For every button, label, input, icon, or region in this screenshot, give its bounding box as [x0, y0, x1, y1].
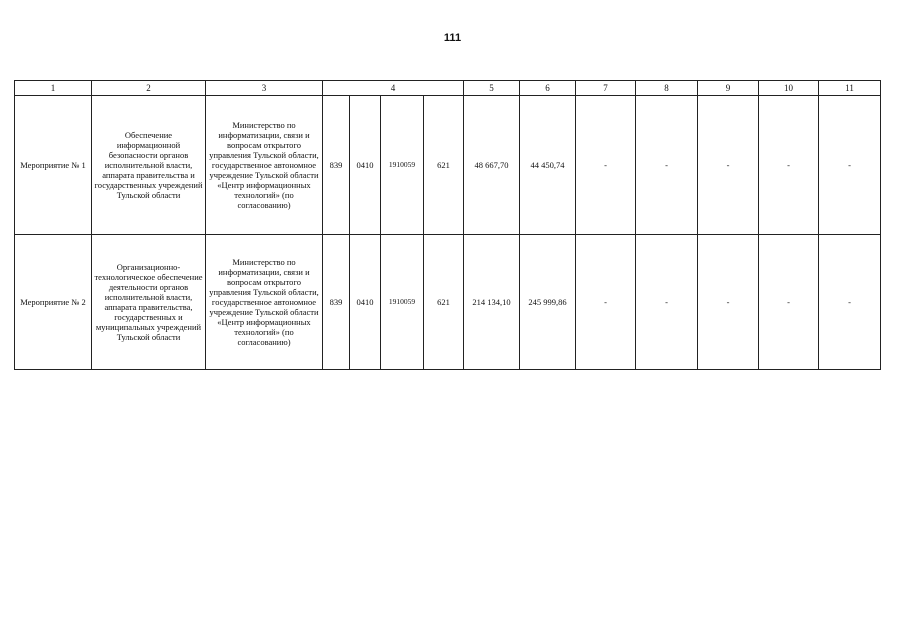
header-cell: 9: [698, 81, 759, 96]
table-row: [15, 235, 881, 370]
header-cell: 6: [520, 81, 576, 96]
header-cell: 3: [206, 81, 323, 96]
header-row: [15, 81, 881, 96]
header-cell: 11: [819, 81, 881, 96]
value-col8: -: [636, 96, 698, 235]
header-cell: 4: [323, 81, 464, 96]
measure-description: Обеспечение информационной безопасности органов исполнительной власти, аппарата правительства и государственных учреждений Тульской области: [92, 96, 206, 235]
value-col6: 245 999,86: [520, 235, 576, 370]
code-grbs: 839: [323, 235, 350, 370]
code-target-article: 1910059: [381, 235, 424, 370]
value-col10: -: [759, 235, 819, 370]
code-target-article: 1910059: [381, 96, 424, 235]
code-expense-type: 621: [424, 235, 464, 370]
value-col9: -: [698, 235, 759, 370]
code-grbs: 839: [323, 96, 350, 235]
executor: Министерство по информатизации, связи и вопросам открытого управления Тульской области, государственное автономное учреждение Тульской области «Центр информационных технологий» (по согласованию): [206, 96, 323, 235]
header-cell: 5: [464, 81, 520, 96]
code-section: 0410: [350, 235, 381, 370]
code-section: 0410: [350, 96, 381, 235]
code-expense-type: 621: [424, 96, 464, 235]
value-col7: -: [576, 235, 636, 370]
value-col11: -: [819, 235, 881, 370]
header-cell: 8: [636, 81, 698, 96]
header-cell: 10: [759, 81, 819, 96]
header-cell: 7: [576, 81, 636, 96]
value-col5: 48 667,70: [464, 96, 520, 235]
table-row: [15, 96, 881, 235]
value-col10: -: [759, 96, 819, 235]
executor: Министерство по информатизации, связи и вопросам открытого управления Тульской области, государственное автономное учреждение Тульской области «Центр информационных технологий» (по согласованию): [206, 235, 323, 370]
measure-name: Мероприятие № 2: [15, 235, 92, 370]
value-col5: 214 134,10: [464, 235, 520, 370]
measure-description: Организационно-технологическое обеспечение деятельности органов исполнительной власти, аппарата правительства, государственных и муниципальных учреждений Тульской области: [92, 235, 206, 370]
header-cell: 1: [15, 81, 92, 96]
measure-name: Мероприятие № 1: [15, 96, 92, 235]
value-col9: -: [698, 96, 759, 235]
header-cell: 2: [92, 81, 206, 96]
value-col8: -: [636, 235, 698, 370]
program-measures-table: [14, 80, 881, 370]
page-number: 111: [443, 32, 462, 44]
value-col6: 44 450,74: [520, 96, 576, 235]
value-col7: -: [576, 96, 636, 235]
value-col11: -: [819, 96, 881, 235]
